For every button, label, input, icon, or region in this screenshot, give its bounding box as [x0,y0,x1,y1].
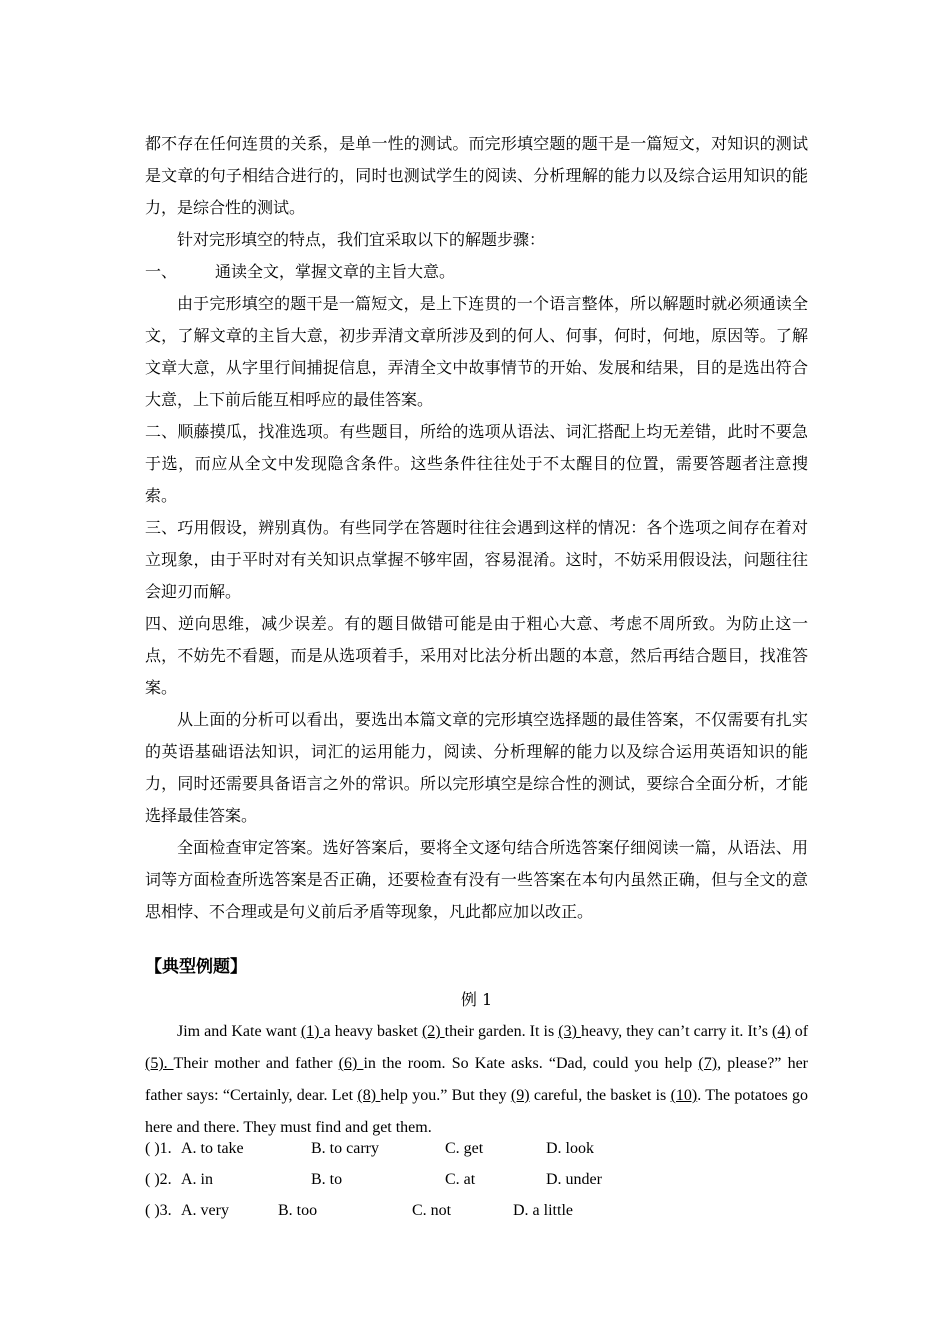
passage-text: heavy, they can’t carry it. It’s [580,1023,772,1040]
intro-paragraph-2: 针对完形填空的特点，我们宜采取以下的解题步骤： [177,230,546,249]
question-number: ( )2. [145,1171,172,1188]
step-2-paragraph: 二、顺藤摸瓜，找准选项。有些题目，所给的选项从语法、词汇搭配上均无差错，此时不要急于选，而应从全文中发现隐含条件。这些条件往往处于不太醒目的位置，需要答题者注意搜索。 [145,422,808,505]
question-1 [145,1138,808,1160]
review-paragraph: 全面检查审定答案。选好答案后，要将全文逐句结合所选答案仔细阅读一篇，从语法、用词等方面检查所选答案是否正确，还要检查有没有一些答案在本句内虽然正确，但与全文的意思相悖、不合理或是句义前后矛盾等现象，凡此都应加以改正。 [145,838,808,921]
passage-text: of [790,1023,809,1040]
passage-text: a heavy basket [323,1023,422,1040]
blank-10: (10) [670,1087,698,1104]
passage-text: . The potatoes go here and there. They must find and get them. [145,1087,809,1136]
option-a: A. in [181,1171,213,1188]
question-number: ( )1. [145,1140,172,1157]
passage-text: in the room. So Kate asks. “Dad, could you help [363,1055,699,1072]
step-1-paragraph: 由于完形填空的题干是一篇短文，是上下连贯的一个语言整体，所以解题时就必须通读全文，了解文章的主旨大意，初步弄清文章所涉及到的何人、何事，何时，何地，原因等。了解文章大意，从字里行间捕捉信息，弄清全文中故事情节的开始、发展和结果，目的是选出符合大意，上下前后能互相呼应的最佳答案。 [145,294,808,409]
step-1-number: 一、 [145,262,178,281]
step-3-paragraph: 三、巧用假设，辨别真伪。有些同学在答题时往往会遇到这样的情况：各个选项之间存在着对立现象，由于平时对有关知识点掌握不够牢固，容易混淆。这时，不妨采用假设法，问题往往会迎刃而解。 [145,518,808,601]
option-a: A. very [181,1202,229,1219]
option-c: C. get [445,1140,484,1157]
example-label: 例 1 [460,990,493,1009]
blank-4: (4) [772,1023,791,1040]
question-number: ( )3. [145,1202,172,1219]
option-b: B. to [311,1171,343,1188]
step-1-text: 通读全文，掌握文章的主旨大意。 [215,262,456,281]
option-c: C. at [445,1171,476,1188]
intro-paragraph-1: 都不存在任何连贯的关系，是单一性的测试。而完形填空题的题干是一篇短文，对知识的测试是文章的句子相结合进行的，同时也测试学生的阅读、分析理解的能力以及综合运用知识的能力，是综合性的测试。 [145,134,808,217]
passage-text: Their mother and father [173,1055,339,1072]
question-2 [145,1169,808,1191]
blank-6: (6) [338,1055,364,1072]
blank-9: (9) [510,1087,530,1104]
blank-5: (5). [145,1055,174,1072]
cloze-passage [145,1016,808,1144]
blank-1: (1) [300,1023,324,1040]
question-3 [145,1200,808,1222]
passage-text: their garden. It is [444,1023,559,1040]
blank-3: (3) [558,1023,581,1040]
option-b: B. too [278,1202,318,1219]
option-a: A. to take [181,1140,244,1157]
step-4-paragraph: 四、逆向思维，减少误差。有的题目做错可能是由于粗心大意、考虑不周所致。为防止这一点，不妨先不看题，而是从选项着手，采用对比法分析出题的本意，然后再结合题目，找准答案。 [145,614,808,697]
passage-text: Jim and Kate want [177,1023,301,1040]
blank-2: (2) [421,1023,445,1040]
blank-8: (8) [357,1087,381,1104]
analysis-paragraph: 从上面的分析可以看出，要选出本篇文章的完形填空选择题的最佳答案，不仅需要有扎实的英语基础语法知识，词汇的运用能力，阅读、分析理解的能力以及综合运用英语知识的能力，同时还需要具备语言之外的常识。所以完形填空是综合性的测试，要综合全面分析，才能选择最佳答案。 [145,710,808,825]
blank-7: (7) [698,1055,718,1072]
option-d: D. under [546,1171,602,1188]
option-d: D. a little [513,1202,573,1219]
passage-text: careful, the basket is [529,1087,671,1104]
option-c: C. not [412,1202,452,1219]
section-title: 【典型例题】 [145,957,247,977]
step-1-heading [145,256,808,288]
option-d: D. look [546,1140,594,1157]
option-b: B. to carry [311,1140,379,1157]
passage-text: help you.” But they [380,1087,511,1104]
passage-text: , please?” her father says: “Certainly, dear. Let [145,1055,809,1104]
